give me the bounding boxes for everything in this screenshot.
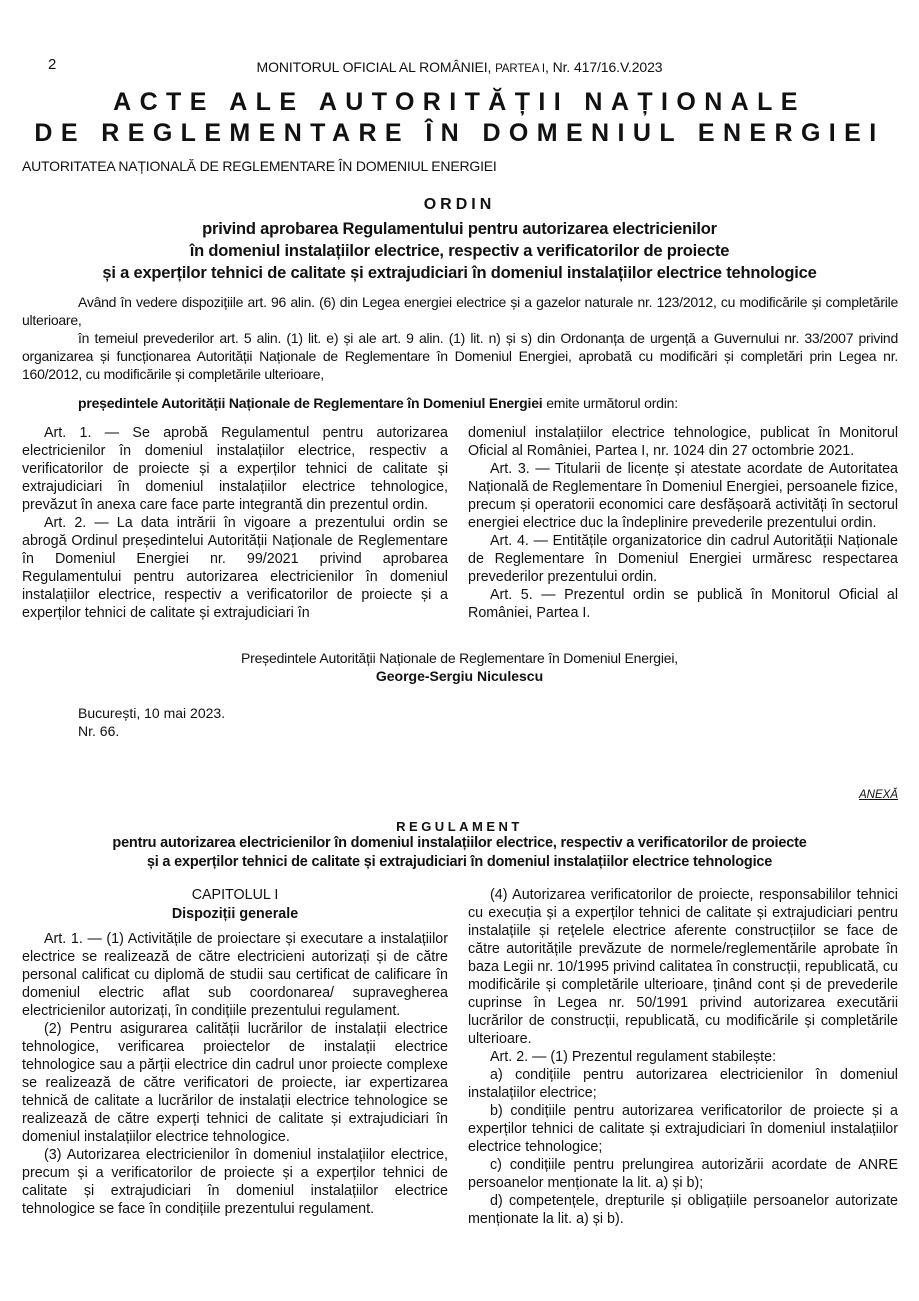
ordin-articles-left-column [22,424,448,622]
regulation-list-item: b) condițiile pentru autorizarea verificatorilor de proiecte și a experților tehnici de calitate și extrajudiciari în domeniul instalațiilor electrice tehnologice; [468,1103,898,1155]
chapter-number: CAPITOLUL I [191,887,279,903]
article-paragraph: Art. 5. — Prezentul ordin se publică în Monitorul Oficial al României, Partea I. [468,587,898,621]
article-paragraph: Art. 4. — Entitățile organizatorice din cadrul Autorității Naționale de Reglementare în Domeniul Energiei urmăresc respectarea prevederilor prezentului ordin. [468,533,898,585]
regulation-list-item: a) condițiile pentru autorizarea electricienilor în domeniul instalațiilor electrice; [468,1067,898,1101]
regulation-left-column [22,930,448,1218]
issuer-name: AUTORITATEA NAȚIONALĂ DE REGLEMENTARE ÎN DOMENIUL ENERGIEI [22,158,497,174]
regulation-heading: REGULAMENT [396,819,523,834]
issuing-statement [78,395,678,411]
order-number: Nr. 66. [78,723,120,739]
section-title-line-1: ACTE ALE AUTORITĂȚII NAȚIONALE [113,88,806,116]
preamble-paragraph: Având în vedere dispozițiile art. 96 alin. (6) din Legea energiei electrice și a gazelor naturale nr. 123/2012, cu modificările și completările ulterioare, [22,294,898,328]
regulation-list-item: c) condițiile pentru prelungirea autorizării acordate de ANRE persoanelor menționate la lit. a) și b); [468,1157,898,1191]
preamble [22,293,898,383]
ordin-articles-right-column [468,424,898,622]
running-title-issue: , Nr. 417/16.V.2023 [545,59,663,75]
regulation-paragraph: Art. 2. — (1) Prezentul regulament stabilește: [490,1049,777,1065]
chapter-title: Dispoziții generale [171,906,299,922]
regulation-paragraph: (2) Pentru asigurarea calității lucrărilor de instalații electrice tehnologice, verificarea proiectelor de instalații electrice tehnologice sau a părții electrice din cadrul unor proiecte complexe se realizează de către verificatori de proiecte, iar expertizarea tehnică de calitate a lucrărilor de instalații electrice tehnologice se realizează de către experți tehnici de calitate și extrajudiciari în domeniul instalațiilor electrice tehnologice. [22,1021,448,1145]
ordin-subtitle [0,218,919,284]
ordin-subtitle-line: în domeniul instalațiilor electrice, respectiv a verificatorilor de proiecte [189,242,730,260]
issuing-statement-rest: emite următorul ordin: [542,395,678,411]
preamble-paragraph: în temeiul prevederilor art. 5 alin. (1) lit. e) și ale art. 9 alin. (1) lit. n) și s) din Ordonanța de urgență a Guvernului nr. 33/2007 privind organizarea și funcționarea Autorității Naționale de Reglementare în Domeniul Energiei, aprobată cu modificări și completări prin Legea nr. 160/2012, cu modificările și completările ulterioare, [22,330,898,382]
regulation-paragraph: (3) Autorizarea electricienilor în domeniul instalațiilor electrice, precum și a verificatorilor de proiecte și a experților tehnici de calitate și extrajudiciari în domeniul instalațiilor electrice tehnologice se face în condițiile prezentului regulament. [22,1147,448,1217]
ordin-heading: ORDIN [423,196,496,213]
running-title-part: PARTEA I [495,63,545,75]
running-title [0,59,919,75]
article-paragraph: Art. 1. — Se aprobă Regulamentul pentru autorizarea electricienilor în domeniul instalațiilor electrice, respectiv a verificatorilor de proiecte și a experților tehnici de calitate și extrajudiciari în domeniul instalațiilor electrice tehnologice, prevăzut în anexa care face parte integrantă din prezentul ordin. [22,425,448,513]
place-date: București, 10 mai 2023. [78,705,226,721]
annex-label: ANEXĂ [859,789,898,801]
article-continuation: domeniul instalațiilor electrice tehnologice, publicat în Monitorul Oficial al României, Partea I, nr. 1024 din 27 octombrie 2021. [468,425,898,459]
regulation-paragraph: (4) Autorizarea verificatorilor de proiecte, responsabililor tehnici cu execuția și a experților tehnici de calitate și extrajudiciari pentru instalațiile și rețelele electrice aferente construcțiilor se face de către autoritățile prevăzute de normele/reglementările aprobate în baza Legii nr. 10/1995 privind calitatea în construcții, republicată, cu modificările și completările ulterioare, ținând cont și de prevederile cuprinse în Legea nr. 50/1991 privind autorizarea executării lucrărilor de construcții, republicată, cu modificările și completările ulterioare. [468,887,898,1047]
place-and-date-block [78,704,225,740]
section-title-line-2: DE REGLEMENTARE ÎN DOMENIUL ENERGIEI [34,119,885,147]
running-title-main: MONITORUL OFICIAL AL ROMÂNIEI, [256,59,496,75]
ordin-subtitle-line: și a experților tehnici de calitate și extrajudiciari în domeniul instalațiilor electrice tehnologice [102,264,817,282]
signatory-name: George-Sergiu Niculescu [375,668,544,684]
regulation-subtitle-line: și a experților tehnici de calitate și extrajudiciari în domeniul instalațiilor electrice tehnologice [146,854,773,870]
article-paragraph: Art. 2. — La data intrării în vigoare a prezentului ordin se abrogă Ordinul președintelui Autorității Naționale de Reglementare în Domeniul Energiei nr. 99/2021 privind aprobarea Regulamentului pentru autorizarea electricienilor în domeniul instalațiilor electrice, respectiv a verificatorilor de proiecte și a experților tehnici de calitate și extrajudiciari în [22,515,448,621]
regulation-list-item: d) competențele, drepturile și obligațiile persoanelor autorizate menționate la lit. a) și b). [468,1193,898,1227]
signatory-title: Președintele Autorității Naționale de Reglementare în Domeniul Energiei, [241,650,678,666]
ordin-subtitle-line: privind aprobarea Regulamentului pentru autorizarea electricienilor [202,220,717,238]
chapter-heading [22,886,448,924]
page-number: 2 [48,56,57,73]
issuing-authority: președintele Autorității Naționale de Reglementare în Domeniul Energiei [78,395,543,411]
regulation-subtitle-line: pentru autorizarea electricienilor în domeniul instalațiilor electrice, respectiv a verificatorilor de proiecte [112,835,807,851]
regulation-subtitle [0,834,919,872]
article-paragraph: Art. 3. — Titularii de licențe și atestate acordate de Autoritatea Națională de Reglementare în Domeniul Energiei, persoanele fizice, precum și operatorii economici care desfășoară activități în sectorul energiei electrice duc la îndeplinire prevederile prezentului ordin. [468,461,898,531]
regulation-paragraph: Art. 1. — (1) Activitățile de proiectare și executare a instalațiilor electrice se realizează de către electricieni autorizați și de către personal calificat cu diplomă de studii sau certificat de calificare în domeniul electric aflat sub coordonarea/ supravegherea electricienilor autorizați, în condițiile prezentului regulament. [22,931,448,1019]
regulation-right-column [468,886,898,1228]
